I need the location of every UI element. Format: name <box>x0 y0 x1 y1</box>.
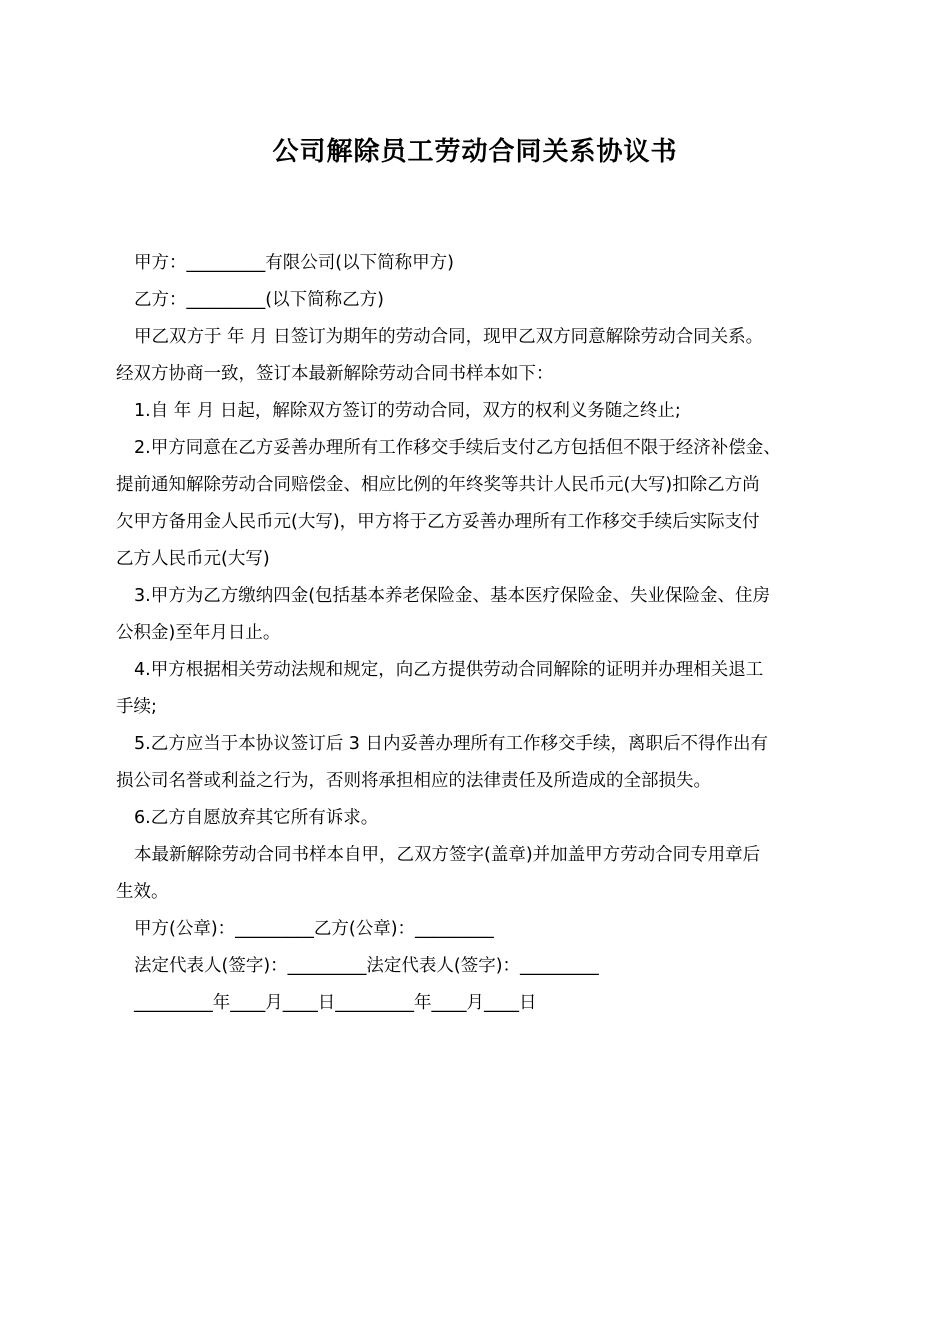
document-line: 甲乙双方于 年 月 日签订为期年的劳动合同，现甲乙双方同意解除劳动合同关系。 <box>134 327 764 347</box>
document-line: 1.自 年 月 日起，解除双方签订的劳动合同，双方的权利义务随之终止; <box>134 401 681 421</box>
document-line: 甲方(公章)：_________乙方(公章)：_________ <box>134 919 494 939</box>
document-line: 提前通知解除劳动合同赔偿金、相应比例的年终奖等共计人民币元(大写)扣除乙方尚 <box>116 475 760 495</box>
document-line: 5.乙方应当于本协议签订后 3 日内妥善办理所有工作移交手续，离职后不得作出有 <box>134 734 768 754</box>
document-line: 乙方人民币元(大写) <box>116 549 270 569</box>
document-line: 生效。 <box>116 882 169 902</box>
document-line: 法定代表人(签字)：_________法定代表人(签字)：_________ <box>134 956 599 976</box>
document-line: 手续; <box>116 697 157 717</box>
document-line: 3.甲方为乙方缴纳四金(包括基本养老保险金、基本医疗保险金、失业保险金、住房 <box>134 586 771 606</box>
document-line: 欠甲方备用金人民币元(大写)，甲方将于乙方妥善办理所有工作移交手续后实际支付 <box>116 512 760 532</box>
document-line: 甲方：_________有限公司(以下简称甲方) <box>134 253 454 273</box>
document-line: 损公司名誉或利益之行为，否则将承担相应的法律责任及所造成的全部损失。 <box>116 771 711 791</box>
document-body <box>116 245 840 1022</box>
document-line: 公积金)至年月日止。 <box>116 623 281 643</box>
document-line: 经双方协商一致，签订本最新解除劳动合同书样本如下： <box>116 364 554 384</box>
document-line: 本最新解除劳动合同书样本自甲，乙双方签字(盖章)并加盖甲方劳动合同专用章后 <box>134 845 761 865</box>
document-line: 乙方：_________(以下简称乙方) <box>134 290 384 310</box>
document-title: 公司解除员工劳动合同关系协议书 <box>272 137 678 167</box>
document-line: 6.乙方自愿放弃其它所有诉求。 <box>134 808 379 828</box>
document-line: 2.甲方同意在乙方妥善办理所有工作移交手续后支付乙方包括但不限于经济补偿金、 <box>134 438 781 458</box>
document-line: _________年____月____日_________年____月____日 <box>134 993 537 1013</box>
document-line: 4.甲方根据相关劳动法规和规定，向乙方提供劳动合同解除的证明并办理相关退工 <box>134 660 764 680</box>
